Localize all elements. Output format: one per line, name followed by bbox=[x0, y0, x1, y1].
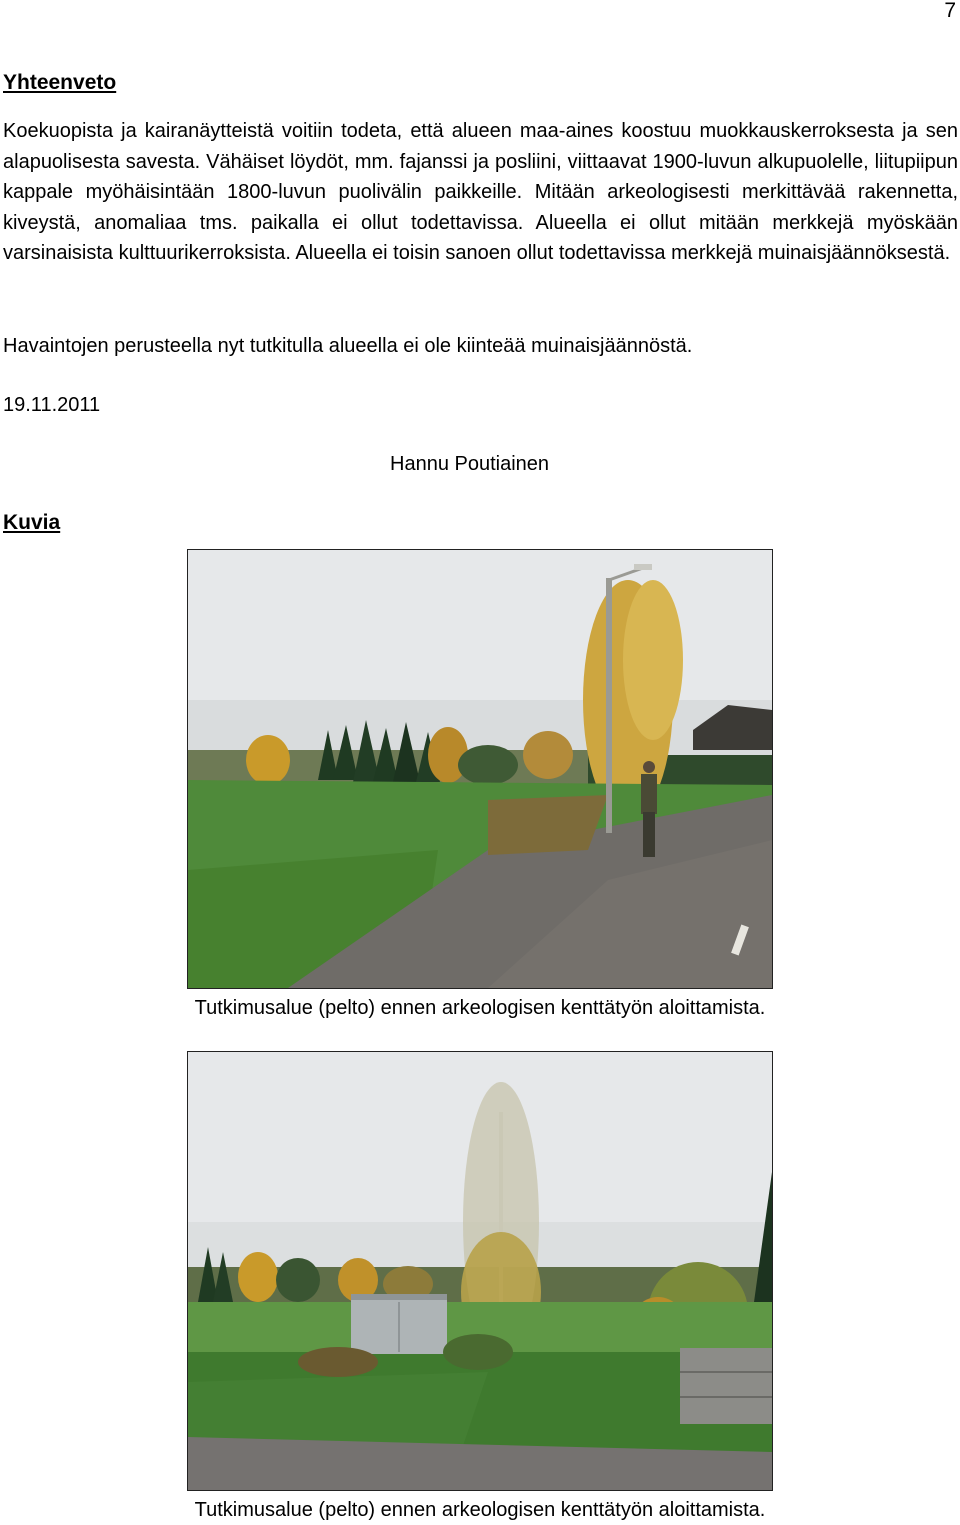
photo-caption-1: Tutkimusalue (pelto) ennen arkeologisen kenttätyön aloittamista. bbox=[194, 997, 766, 1019]
summary-heading: Yhteenveto bbox=[3, 71, 117, 94]
summary-paragraph: Koekuopista ja kairanäytteistä voitiin todeta, että alueen maa-aines koostuu muokkauskerroksesta ja sen alapuolisesta savesta. Vähäiset löydöt, mm. fajanssi ja posliini, viittaavat 1900-luvun alkupuolelle, liitupiipun kappale myöhäisintään 1800-luvun puolivälin paikkeille. Mitään arkeologisesti merkittävää rakennetta, kiveystä, anomaliaa tms. paikalla ei ollut todettavissa. Alueella ei ollut mitään merkkejä myöskään varsinaisista kulttuurikerroksista. Alueella ei toisin sanoen ollut todettavissa merkkejä muinaisjäännöksestä. bbox=[3, 120, 958, 264]
report-date: 19.11.2011 bbox=[3, 394, 101, 416]
photo-field-road bbox=[187, 549, 773, 989]
page-number: 7 bbox=[944, 0, 956, 22]
photo-caption-2: Tutkimusalue (pelto) ennen arkeologisen kenttätyön aloittamista. bbox=[194, 1499, 766, 1521]
photo-field-birch-image bbox=[188, 1052, 772, 1490]
photo-field-road-image bbox=[188, 550, 772, 988]
photo-field-birch bbox=[187, 1051, 773, 1491]
images-heading: Kuvia bbox=[3, 511, 61, 534]
conclusion-paragraph: Havaintojen perusteella nyt tutkitulla alueella ei ole kiinteää muinaisjäännöstä. bbox=[3, 335, 693, 357]
report-author: Hannu Poutiainen bbox=[390, 453, 550, 475]
